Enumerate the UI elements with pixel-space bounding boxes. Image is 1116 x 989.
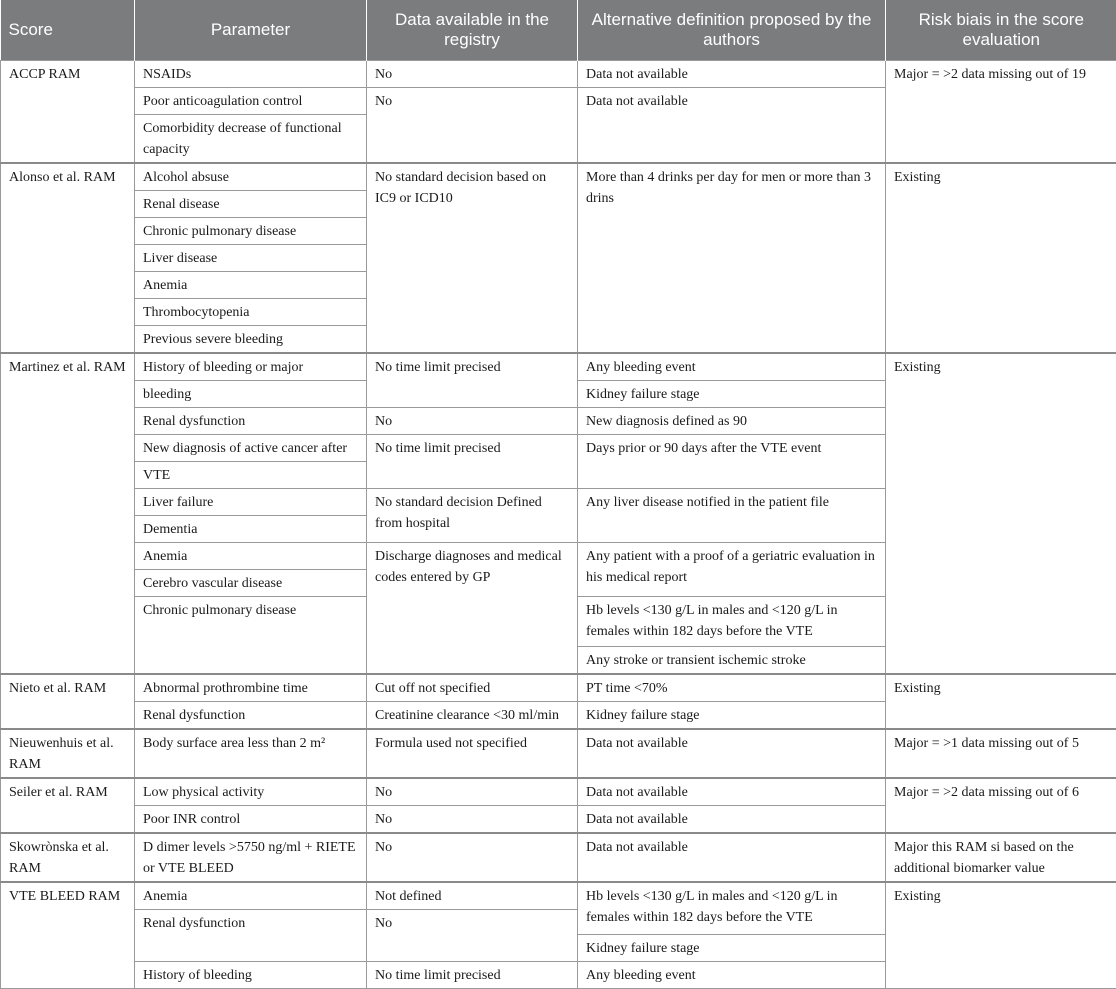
risk-cell: Major = >2 data missing out of 19 (886, 61, 1116, 164)
parameter-cell: Renal dysfunction (135, 702, 367, 730)
parameter-cell: Renal dysfunction (135, 910, 367, 962)
data-cell: No time limit precised (367, 962, 578, 989)
data-cell: No (367, 778, 578, 806)
score-cell: Skowrònska et al. RAM (1, 833, 135, 882)
score-cell: Nieto et al. RAM (1, 674, 135, 729)
parameter-cell: Thrombocytopenia (135, 299, 367, 326)
data-cell: Cut off not specified (367, 674, 578, 702)
table-row (1, 833, 1116, 882)
parameter-cell: Liver failure (135, 489, 367, 516)
data-cell: No time limit precised (367, 353, 578, 408)
parameter-cell: Low physical activity (135, 778, 367, 806)
parameter-cell: Renal dysfunction (135, 408, 367, 435)
alternative-cell: Kidney failure stage (578, 702, 886, 730)
alternative-cell: PT time <70% (578, 674, 886, 702)
risk-cell: Existing (886, 353, 1116, 674)
table-row (1, 163, 1116, 191)
data-cell: Not defined (367, 882, 578, 910)
alternative-cell: Data not available (578, 833, 886, 882)
parameter-cell: Abnormal prothrombine time (135, 674, 367, 702)
header-risk-bias: Risk biais in the score evaluation (886, 0, 1116, 61)
alternative-cell: Any patient with a proof of a geriatric evaluation in his medical report (578, 543, 886, 597)
parameter-cell: History of bleeding (135, 962, 367, 989)
data-cell: No (367, 806, 578, 834)
data-cell: No standard decision based on IC9 or ICD10 (367, 163, 578, 353)
risk-cell: Major = >1 data missing out of 5 (886, 729, 1116, 778)
score-cell: ACCP RAM (1, 61, 135, 164)
parameter-cell: Chronic pulmonary disease (135, 597, 367, 675)
data-cell: Discharge diagnoses and medical codes entered by GP (367, 543, 578, 675)
alternative-cell: Any stroke or transient ischemic stroke (578, 647, 886, 675)
risk-cell: Existing (886, 674, 1116, 729)
table-row (1, 674, 1116, 702)
alternative-cell: Hb levels <130 g/L in males and <120 g/L in females within 182 days before the VTE (578, 882, 886, 935)
parameter-cell: Anemia (135, 882, 367, 910)
data-cell: No (367, 910, 578, 962)
alternative-cell: Data not available (578, 729, 886, 778)
parameter-cell: New diagnosis of active cancer after (135, 435, 367, 462)
alternative-cell: Any bleeding event (578, 353, 886, 381)
parameter-cell: NSAIDs (135, 61, 367, 88)
parameter-cell: Anemia (135, 272, 367, 299)
table-row (1, 61, 1116, 88)
parameter-cell: Poor anticoagulation control (135, 88, 367, 115)
table-row (1, 882, 1116, 910)
header-parameter: Parameter (135, 0, 367, 61)
data-cell: No (367, 833, 578, 882)
risk-cell: Existing (886, 882, 1116, 989)
parameter-cell: History of bleeding or major (135, 353, 367, 381)
parameter-cell: Anemia (135, 543, 367, 570)
risk-cell: Major this RAM si based on the additional biomarker value (886, 833, 1116, 882)
score-cell: Alonso et al. RAM (1, 163, 135, 353)
alternative-cell: Any bleeding event (578, 962, 886, 989)
score-cell: Nieuwenhuis et al. RAM (1, 729, 135, 778)
risk-cell: Existing (886, 163, 1116, 353)
data-cell: Creatinine clearance <30 ml/min (367, 702, 578, 730)
parameter-cell: Body surface area less than 2 m² (135, 729, 367, 778)
parameter-cell: Cerebro vascular disease (135, 570, 367, 597)
parameter-cell: Liver disease (135, 245, 367, 272)
header-score: Score (1, 0, 135, 61)
parameter-cell: D dimer levels >5750 ng/ml + RIETE or VTE BLEED (135, 833, 367, 882)
data-cell: No (367, 88, 578, 164)
score-cell: Martinez et al. RAM (1, 353, 135, 674)
alternative-cell: New diagnosis defined as 90 (578, 408, 886, 435)
data-cell: No standard decision Defined from hospital (367, 489, 578, 543)
parameter-cell: Comorbidity decrease of functional capacity (135, 115, 367, 164)
alternative-cell: Data not available (578, 61, 886, 88)
parameter-cell: bleeding (135, 381, 367, 408)
parameter-cell: Previous severe bleeding (135, 326, 367, 354)
score-cell: VTE BLEED RAM (1, 882, 135, 989)
alternative-cell: Data not available (578, 88, 886, 164)
parameter-cell: Renal disease (135, 191, 367, 218)
table-row (1, 729, 1116, 778)
alternative-cell: Kidney failure stage (578, 381, 886, 408)
data-cell: No time limit precised (367, 435, 578, 489)
table-row (1, 353, 1116, 381)
table-row (1, 778, 1116, 806)
parameter-cell: Chronic pulmonary disease (135, 218, 367, 245)
header-alternative-definition: Alternative definition proposed by the authors (578, 0, 886, 61)
alternative-cell: Any liver disease notified in the patient file (578, 489, 886, 543)
parameter-cell: Alcohol absuse (135, 163, 367, 191)
parameter-cell: VTE (135, 462, 367, 489)
alternative-cell: Data not available (578, 778, 886, 806)
alternative-cell: Days prior or 90 days after the VTE event (578, 435, 886, 489)
data-cell: No (367, 408, 578, 435)
alternative-cell: Hb levels <130 g/L in males and <120 g/L in females within 182 days before the VTE (578, 597, 886, 647)
alternative-cell: Data not available (578, 806, 886, 834)
data-cell: No (367, 61, 578, 88)
header-row (1, 0, 1116, 61)
header-data-available: Data available in the registry (367, 0, 578, 61)
parameter-cell: Poor INR control (135, 806, 367, 834)
alternative-cell: Kidney failure stage (578, 935, 886, 962)
data-cell: Formula used not specified (367, 729, 578, 778)
parameter-cell: Dementia (135, 516, 367, 543)
score-cell: Seiler et al. RAM (1, 778, 135, 833)
alternative-cell: More than 4 drinks per day for men or more than 3 drins (578, 163, 886, 353)
risk-cell: Major = >2 data missing out of 6 (886, 778, 1116, 833)
